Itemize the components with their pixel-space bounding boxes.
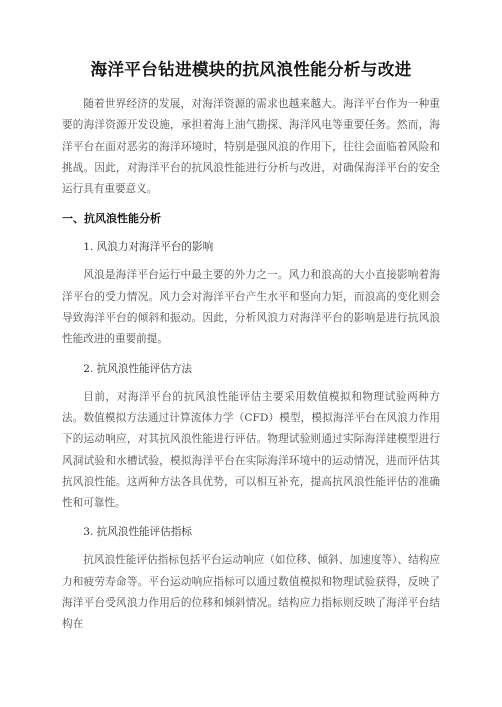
- document-title: 海洋平台钻进模块的抗风浪性能分析与改进: [90, 60, 412, 79]
- subsection-heading-2: 2. 抗风浪性能评估方法: [83, 362, 193, 375]
- subsection-paragraph-2: 目前，对海洋平台的抗风浪性能评估主要采用数值模拟和物理试验两种方法。数值模拟方法通过计算流体力学（CFD）模型，模拟海洋平台在风浪力作用下的运动响应，对其抗风浪性能进行评估。物理试验则通过实际海洋建模型进行风洞试验和水槽试验，模拟海洋平台在实际海洋环境中的运动情况，进而评估其抗风浪性能。这两种方法各具优势，可以相互补充，提高抗风浪性能评估的准确性和可靠性。: [62, 390, 440, 510]
- subsection-paragraph-3: 抗风浪性能评估指标包括平台运动响应（如位移、倾斜、加速度等）、结构应力和疲劳寿命等。平台运动响应指标可以通过数值模拟和物理试验获得，反映了海洋平台受风浪力作用后的位移和倾斜情况。结构应力指标则反映了海洋平台结构在: [62, 554, 440, 631]
- document-page: [0, 58, 502, 707]
- section-heading: 一、抗风浪性能分析: [62, 212, 161, 226]
- subsection-heading-3: 3. 抗风浪性能评估指标: [83, 526, 193, 539]
- subsection-paragraph-1: 风浪是海洋平台运行中最主要的外力之一。风力和浪高的大小直接影响着海洋平台的受力情况。风力会对海洋平台产生水平和竖向力矩，而浪高的变化则会导致海洋平台的倾斜和振动。因此，分析风浪力对海洋平台的影响是进行抗风浪性能改进的重要前提。: [62, 269, 440, 346]
- subsection-heading-1: 1. 风浪力对海洋平台的影响: [83, 241, 214, 254]
- intro-paragraph: 随着世界经济的发展，对海洋资源的需求也越来越大。海洋平台作为一种重要的海洋资源开发设施，承担着海上油气勘探、海洋风电等重要任务。然而，海洋平台在面对恶劣的海洋环境时，特别是强风浪的作用下，往往会面临着风险和挑战。因此，对海洋平台的抗风浪性能进行分析与改进，对确保海洋平台的安全运行具有重要意义。: [62, 98, 440, 196]
